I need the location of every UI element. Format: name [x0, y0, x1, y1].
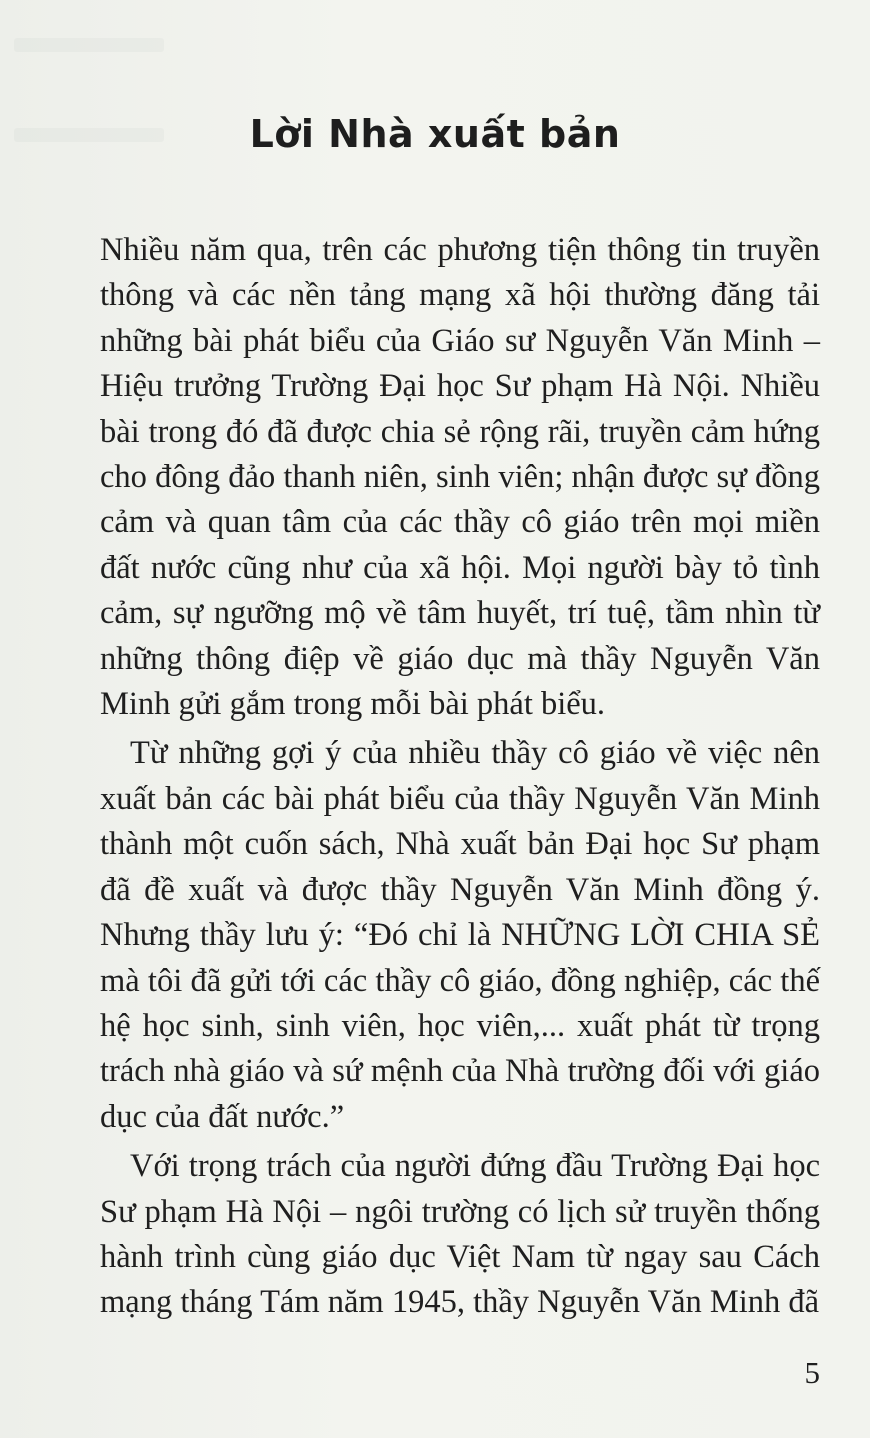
- page-number: 5: [804, 1355, 820, 1390]
- body-text: [100, 228, 820, 1330]
- page-title: Lời Nhà xuất bản: [249, 112, 621, 156]
- paragraph-3: Với trọng trách của người đứng đầu Trường Đại học Sư phạm Hà Nội – ngôi trường có lịch sử truyền thống hành trình cùng giáo dục Việt Nam từ ngay sau Cách mạng tháng Tám năm 1945, thầy Nguyễn Văn Minh đã: [100, 1148, 820, 1321]
- paragraph-1: Nhiều năm qua, trên các phương tiện thông tin truyền thông và các nền tảng mạng xã hội thường đăng tải những bài phát biểu của Giáo sư Nguyễn Văn Minh – Hiệu trưởng Trường Đại học Sư phạm Hà Nội. Nhiều bài trong đó đã được chia sẻ rộng rãi, truyền cảm hứng cho đông đảo thanh niên, sinh viên; nhận được sự đồng cảm và quan tâm của các thầy cô giáo trên mọi miền đất nước cũng như của xã hội. Mọi người bày tỏ tình cảm, sự ngưỡng mộ về tâm huyết, trí tuệ, tầm nhìn từ những thông điệp về giáo dục mà thầy Nguyễn Văn Minh gửi gắm trong mỗi bài phát biểu.: [100, 232, 820, 723]
- paragraph-2: Từ những gợi ý của nhiều thầy cô giáo về việc nên xuất bản các bài phát biểu của thầy Nguyễn Văn Minh thành một cuốn sách, Nhà xuất bản Đại học Sư phạm đã đề xuất và được thầy Nguyễn Văn Minh đồng ý. Nhưng thầy lưu ý: “Đó chỉ là NHỮNG LỜI CHIA SẺ mà tôi đã gửi tới các thầy cô giáo, đồng nghiệp, các thế hệ học sinh, sinh viên, học viên,... xuất phát từ trọng trách nhà giáo và sứ mệnh của Nhà trường đối với giáo dục của đất nước.”: [100, 735, 820, 1135]
- show-through-mark: [14, 38, 164, 52]
